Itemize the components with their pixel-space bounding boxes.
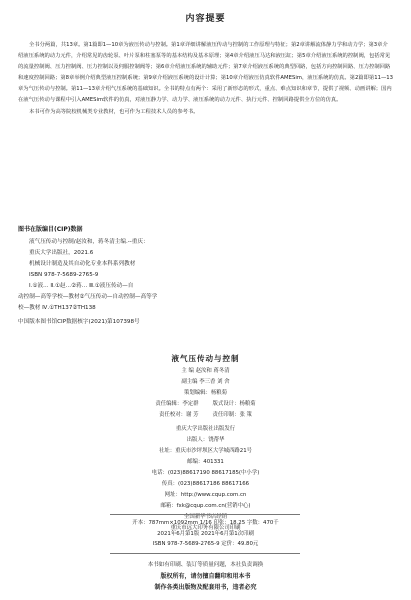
address: 社址：重庆市沙坪坝区大学城西路21号 <box>158 448 253 454</box>
publisher: 重庆大学出版社出版发行 <box>175 426 236 432</box>
page-title: 内容提要 <box>185 14 226 24</box>
summary-paragraph: 全书分两篇，共13章。第1篇即1—10章为液压传动与控制。第1章详细讲解液压传动与控制的工作原理与特征；第2章讲解流体静力学和动力学；第3章介绍液压系统的动力元件，介绍常见的齿轮泵、叶片泵和柱塞泵等的基本结构及基本原理；第4章介绍液压马达和液压缸；第5章介绍液压系统的控制阀，包括常见的流量控制阀、压力控制阀、压力控制以及伺服控制阀等；第6章介绍液压系统的辅助元件；第7章介绍液压系统的典型回路，包括方向控制回路、压力控制回路和速度控制回路；第8章举例介绍典型液压控制系统；第9章介绍液压系统的设计计算；第10章介绍液压仿真软件AMESim，液压系统的仿真。第2篇即第11—13章为气压传动与控制。第11—13章介绍气压系统的基础知识。全书的特点有两个：采用了新形态的形式，重点、难点知识和章节，提供了视频、动画讲解；国内在液气压传动与课程中引入AMESim软件的仿真，对液压静力学、动力学、液压系统的动力元件、执行元件、控制回路提供全方位的仿真。 <box>18 42 393 103</box>
print-supervisor: 责任印制：张 策 <box>212 412 252 418</box>
printing-house: 重庆市远大印务有限公司印刷 <box>170 525 241 531</box>
planning-editor: 策划编辑：杨粮菊 <box>183 390 228 396</box>
cip-line: 机械设计制造及其自动化专业本科系列教材 <box>29 261 136 267</box>
format-line: 开本：787mm×1092mm 1/16 印张：18.25 字数：470千 <box>132 520 279 526</box>
phone: 电话：(023)88617190 88617185(中小学) <box>151 470 260 476</box>
cip-subject-line: 校—教材 Ⅳ.①TH137②TH138 <box>18 305 96 311</box>
staff-row <box>0 399 411 410</box>
summary-paragraph: 本书可作为高等院校机械类专业教材，也可作为工程技术人员的参考书。 <box>29 109 199 115</box>
cip-subject-line: Ⅰ.①液… Ⅱ.①赵…②蒋… Ⅲ.①液压传动—自 <box>29 283 134 289</box>
specs-block <box>0 518 411 550</box>
publisher-rep: 出版人：饶帮华 <box>186 437 225 443</box>
notice-line: 版权所有，请勿擅自翻印和用本书 <box>160 573 251 580</box>
cip-number: 中国版本图书馆CIP数据核字(2021)第107398号 <box>18 319 140 325</box>
editors: 主 编 赵汝和 蒋冬清 <box>181 368 230 374</box>
email: 邮箱：fxk@cqup.com.cn(营销中心) <box>160 503 251 509</box>
staff-row <box>0 410 411 421</box>
edition-line: 2021年6月第1版 2021年6月第1次印刷 <box>157 530 254 537</box>
postcode: 邮编：401331 <box>187 459 224 465</box>
distributor: 全国新华书店经销 <box>183 514 228 520</box>
fax: 传真：(023)88617186 88617166 <box>161 481 250 487</box>
book-title: 液气压传动与控制 <box>171 354 240 363</box>
divider <box>110 514 300 515</box>
notice-line: 制作各类出版物及配套用书，违者必究 <box>154 584 257 591</box>
isbn-price-line: ISBN 978-7-5689-2765-9 定价：49.80元 <box>152 541 259 547</box>
cip-heading: 图书在版编目(CIP)数据 <box>18 226 83 233</box>
proofreader: 责任校对：谢 芳 <box>159 412 199 418</box>
cip-block <box>18 224 393 328</box>
colophon <box>0 353 411 534</box>
notice-block <box>0 560 411 593</box>
vice-editors: 副主编 李三香 刘 舍 <box>181 379 230 385</box>
responsible-editor: 责任编辑：李定群 <box>155 401 199 407</box>
cip-line: 重庆大学出版社，2021.6 <box>29 250 94 256</box>
divider <box>110 553 300 554</box>
cip-subject-line: 动控制—高等学校—教材②气压传动—自动控制—高等学 <box>18 294 158 300</box>
content-summary <box>18 40 393 118</box>
cip-line: ISBN 978-7-5689-2765-9 <box>29 272 99 278</box>
website: 网址：http://www.cqup.com.cn <box>164 492 247 498</box>
cip-line: 液气压传动与控制/赵汝和，蒋冬清主编.--重庆： <box>29 239 149 245</box>
notice-line: 本书如有印刷、装订等质量问题，本社负责调换 <box>147 562 264 568</box>
layout-designer: 版式设计：杨粮菊 <box>212 401 256 407</box>
